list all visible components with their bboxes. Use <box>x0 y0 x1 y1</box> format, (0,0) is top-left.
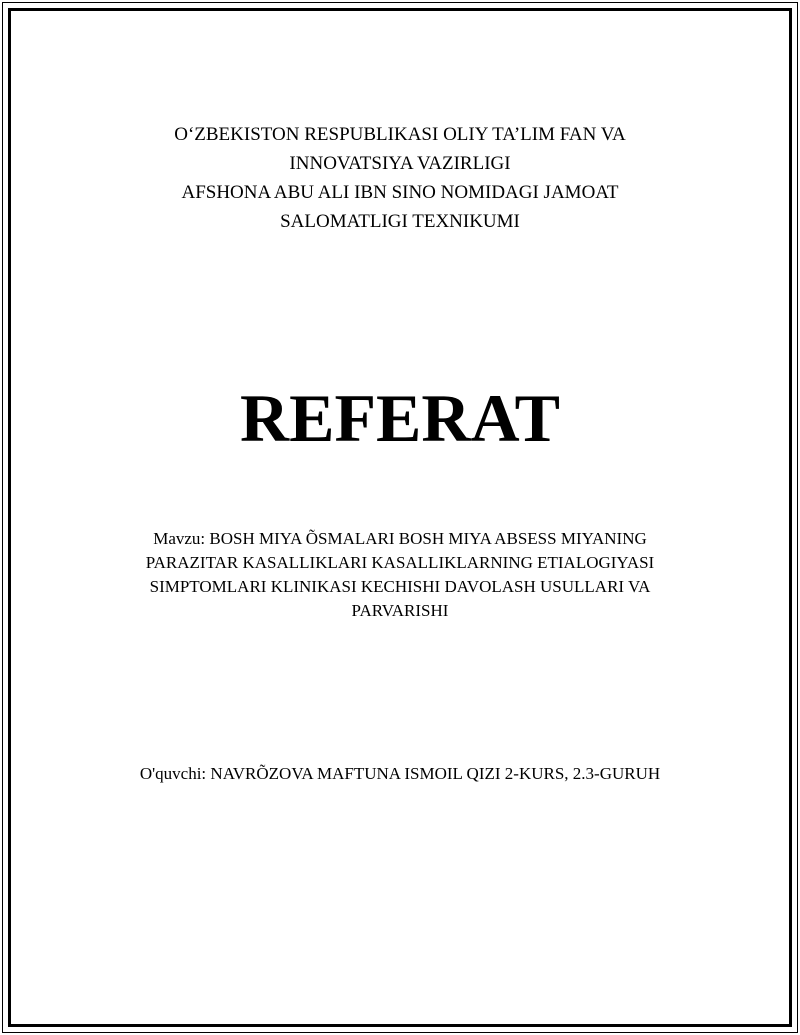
institution-line-2: INNOVATSIYA VAZIRLIGI <box>289 153 511 174</box>
institution-line-3: AFSHONA ABU ALI IBN SINO NOMIDAGI JAMOAT <box>181 182 619 203</box>
topic-label: Mavzu: <box>153 529 206 548</box>
institution-header <box>100 120 700 236</box>
topic-paragraph <box>110 527 690 623</box>
student-label: O'quvchi: <box>139 764 207 783</box>
institution-line-4: SALOMATLIGI TEXNIKUMI <box>280 211 520 232</box>
institution-line-1: O‘ZBEKISTON RESPUBLIKASI OLIY TA’LIM FAN VA <box>174 124 626 145</box>
document-title: REFERAT <box>240 380 560 456</box>
topic-text: BOSH MIYA ÕSMALARI BOSH MIYA ABSESS MIYANING PARAZITAR KASALLIKLARI KASALLIKLARNING ETIALOGIYASI SIMPTOMLARI KLINIKASI KECHISHI DAVOLASH USULLARI VA PARVARISHI <box>145 529 655 620</box>
student-info <box>100 762 700 786</box>
student-text: NAVRÕZOVA MAFTUNA ISMOIL QIZI 2-KURS, 2.3-GURUH <box>210 764 661 783</box>
